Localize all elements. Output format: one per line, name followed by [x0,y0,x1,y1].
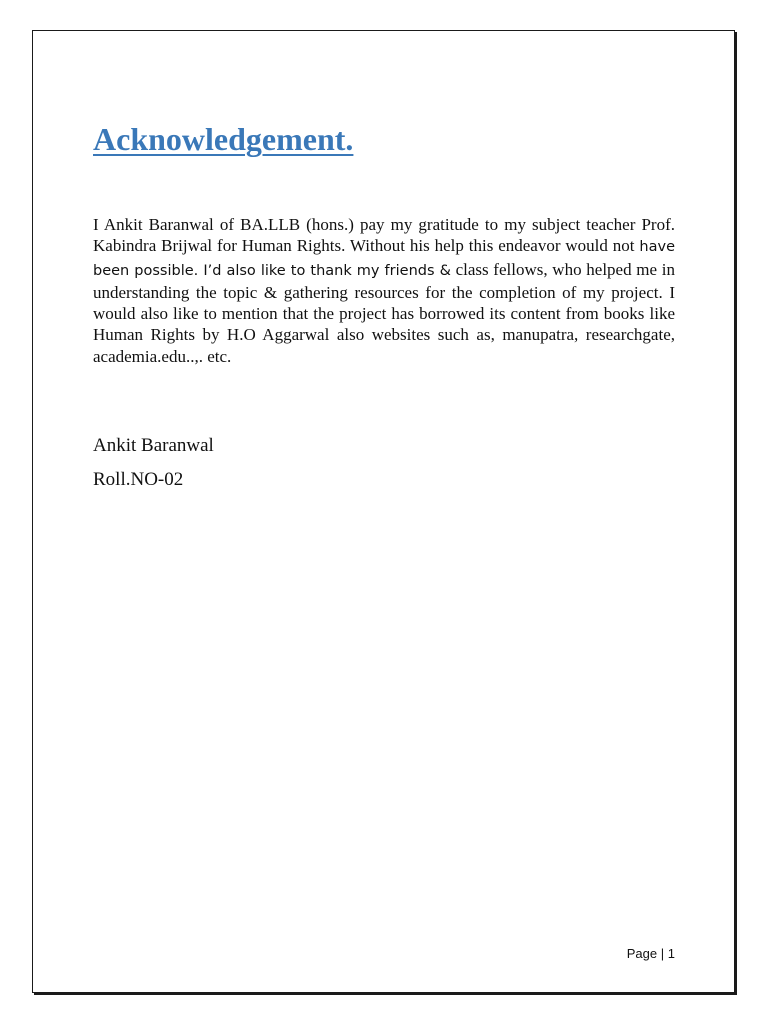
acknowledgement-paragraph [93,214,675,367]
paragraph-segment-3: class fellows, who helped me in understanding the topic & gathering resources for the completion of my project. I would also like to mention that the project has borrowed its content from books like Human Rights by H.O Aggarwal also websites such as, manupatra, researchgate, academia.edu..,. etc. [93,259,675,366]
paragraph-segment-2: have been possible. I’d also like to thank my friends & [93,239,675,279]
signature-roll-number: Roll.NO-02 [93,469,184,490]
page-number: 1 [667,946,675,961]
page-footer [627,946,675,961]
page-label: Page [626,946,658,961]
page-title: Acknowledgement. [93,121,354,157]
signature-name: Ankit Baranwal [93,435,214,456]
page-separator: | [660,946,665,961]
page-border [32,30,735,993]
paragraph-segment-1: I Ankit Baranwal of BA.LLB (hons.) pay my gratitude to my subject teacher Prof. Kabindra Brijwal for Human Rights. Without his help this endeavor would not [93,215,675,256]
